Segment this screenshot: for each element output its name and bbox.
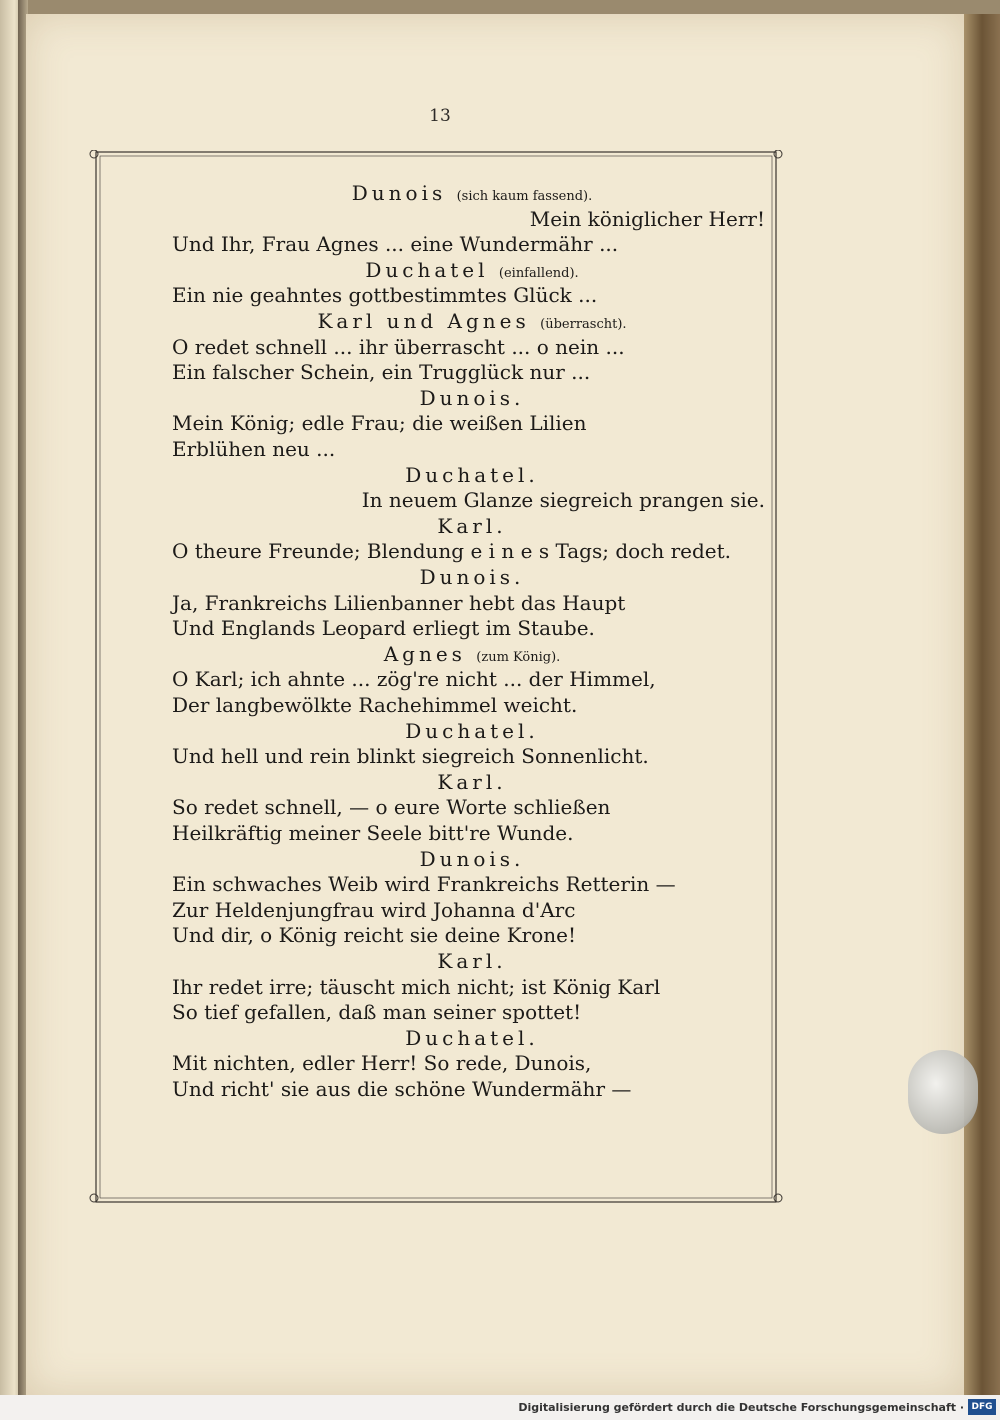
verse-line: O Karl; ich ahnte ... zög're nicht ... der Himmel, (172, 667, 656, 691)
speaker-heading (172, 948, 772, 974)
stage-direction: (zum König). (476, 650, 561, 665)
speaker-heading (172, 564, 772, 590)
speaker-heading (172, 462, 772, 488)
stage-direction: (überrascht). (540, 317, 627, 332)
speaker-heading (172, 846, 772, 872)
verse-line: Und Englands Leopard erliegt im Staube. (172, 616, 595, 640)
verse-line: O theure Freunde; Blendung e i n e s Tags; doch redet. (172, 539, 732, 563)
speaker-name: Karl und Agnes (317, 309, 530, 333)
stage-direction: (sich kaum fassend). (456, 189, 593, 204)
speaker-name: Dunois. (419, 847, 525, 871)
speaker-heading (172, 513, 772, 539)
verse-line: So tief gefallen, daß man seiner spottet! (172, 1000, 582, 1024)
speaker-heading (172, 1025, 772, 1051)
verse-line: Ja, Frankreichs Lilienbanner hebt das Haupt (172, 591, 626, 615)
speaker-name: Dunois. (419, 386, 525, 410)
verse-line: Und dir, o König reicht sie deine Krone! (172, 923, 576, 947)
speaker-heading (172, 385, 772, 411)
speaker-name: Karl. (437, 770, 507, 794)
verse-line: Ein falscher Schein, ein Trugglück nur ... (172, 360, 591, 384)
dfg-logo: DFG (968, 1399, 996, 1415)
page-number: 13 (429, 106, 451, 126)
verse-line: Ihr redet irre; täuscht mich nicht; ist König Karl (172, 975, 661, 999)
verse-line: Zur Heldenjungfrau wird Johanna d'Arc (172, 898, 576, 922)
speaker-name: Duchatel. (405, 463, 539, 487)
speaker-name: Agnes (383, 642, 466, 666)
speaker-name: Karl. (437, 514, 507, 538)
stage-direction: (einfallend). (498, 266, 579, 281)
footer-bar (0, 1395, 1000, 1420)
verse-line: Und hell und rein blinkt siegreich Sonnenlicht. (172, 744, 649, 768)
funding-credit: Digitalisierung gefördert durch die Deutsche Forschungsgemeinschaft · (518, 1401, 964, 1414)
verse-line: Mein König; edle Frau; die weißen Lilien (172, 411, 587, 435)
verse-line: Der langbewölkte Rachehimmel weicht. (172, 693, 578, 717)
speaker-heading (172, 718, 772, 744)
right-page-edge (964, 14, 1000, 1395)
page-tab-marker (908, 1050, 978, 1134)
verse-line: Ein nie geahntes gottbestimmtes Glück ... (172, 283, 598, 307)
speaker-name: Duchatel. (405, 719, 539, 743)
speaker-heading (172, 769, 772, 795)
verse-line: Mein königlicher Herr! (529, 207, 765, 231)
verse-line: Ein schwaches Weib wird Frankreichs Retterin — (172, 872, 676, 896)
speaker-name: Duchatel. (405, 1026, 539, 1050)
speaker-name: Dunois (351, 181, 447, 205)
speaker-name: Dunois. (419, 565, 525, 589)
verse-line: O redet schnell ... ihr überrascht ... o nein ... (172, 335, 625, 359)
verse-line: Und richt' sie aus die schöne Wundermähr — (172, 1077, 632, 1101)
verse-line: Heilkräftig meiner Seele bitt're Wunde. (172, 821, 574, 845)
verse-line: Und Ihr, Frau Agnes ... eine Wundermähr ... (172, 232, 619, 256)
verse-line: In neuem Glanze siegreich prangen sie. (361, 488, 765, 512)
speaker-name: Duchatel (365, 258, 489, 282)
speaker-name: Karl. (437, 949, 507, 973)
verse-line: Mit nichten, edler Herr! So rede, Dunois, (172, 1051, 592, 1075)
verse-line: Erblühen neu ... (172, 437, 336, 461)
verse-line: So redet schnell, — o eure Worte schließen (172, 795, 611, 819)
